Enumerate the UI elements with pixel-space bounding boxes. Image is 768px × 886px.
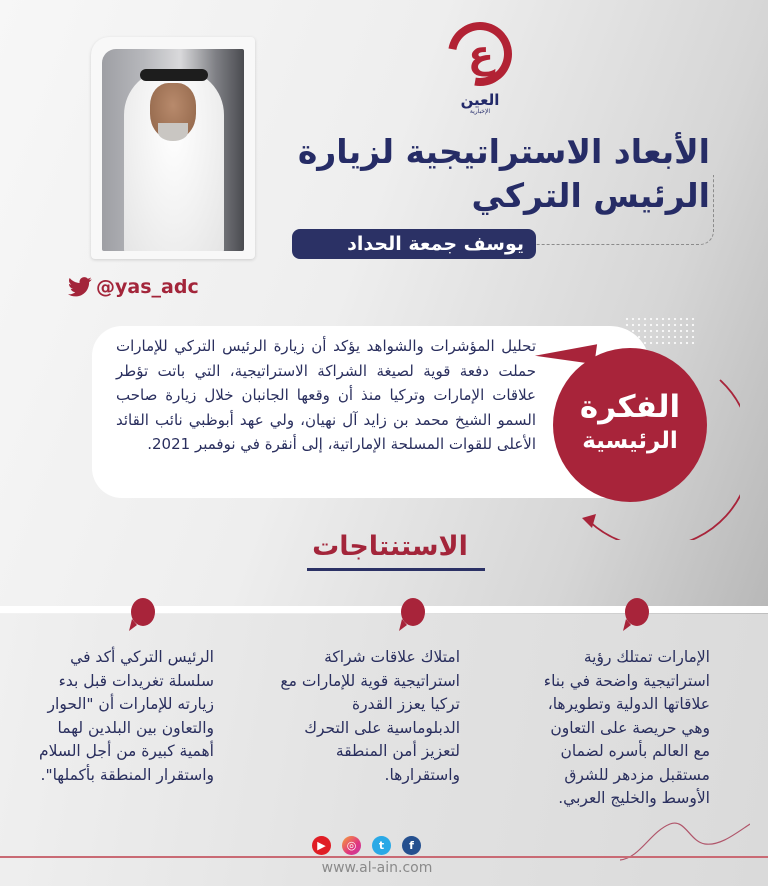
twitter-handle-link[interactable] bbox=[68, 276, 199, 298]
twitter-bird-icon bbox=[68, 277, 92, 297]
heading-underline bbox=[307, 568, 485, 571]
logo-subtitle: الإخبارية bbox=[469, 108, 491, 115]
author-name-badge: يوسف جمعة الحداد bbox=[292, 229, 536, 259]
decorative-squiggle bbox=[620, 812, 750, 862]
conclusion-item-3: الرئيس التركي أكد في سلسلة تغريدات قبل بدء زيارته للإمارات أن "الحوار والتعاون بين البلدين لهما أهمية كبيرة من أجل السلام واستقرار المنطقة بأكملها". bbox=[39, 648, 214, 784]
conclusions-heading: الاستنتاجات bbox=[312, 531, 468, 562]
footer-divider bbox=[0, 856, 768, 858]
page-title bbox=[290, 130, 710, 218]
main-idea-text: تحليل المؤشرات والشواهد يؤكد أن زيارة الرئيس التركي للإمارات حملت دفعة قوية لصيغة الشراكة الاستراتيجية، التي باتت تؤطر علاقات الإمارات وتركيا منذ أن وقعها الجانبان خلال زيارة صاحب السمو الشيخ محمد بن زايد آل نهيان، ولي عهد أبوظبي نائب القائد الأعلى للقوات المسلحة الإماراتية، إلى أنقرة في نوفمبر 2021. bbox=[116, 337, 536, 453]
logo-name: العين bbox=[460, 91, 500, 109]
section-divider bbox=[0, 606, 768, 613]
speech-bubble-icon bbox=[622, 597, 650, 631]
twitter-handle: @yas_adc bbox=[96, 276, 199, 298]
main-idea-label bbox=[553, 388, 707, 456]
title-line-1: الأبعاد الاستراتيجية لزيارة bbox=[297, 132, 710, 171]
title-line-2: الرئيس التركي bbox=[471, 176, 710, 215]
speech-bubble-icon bbox=[398, 597, 426, 631]
youtube-icon[interactable]: ▶ bbox=[312, 836, 331, 855]
website-link[interactable]: www.al-ain.com bbox=[321, 860, 433, 876]
main-idea-label-line-1: الفكرة bbox=[579, 389, 681, 425]
social-links bbox=[312, 836, 421, 855]
facebook-icon[interactable]: f bbox=[402, 836, 421, 855]
speech-bubble-icon bbox=[128, 597, 156, 631]
al-ain-logo[interactable] bbox=[444, 22, 516, 118]
author-photo bbox=[102, 49, 244, 251]
instagram-icon[interactable]: ◎ bbox=[342, 836, 361, 855]
logo-ain-glyph-icon: ع bbox=[468, 32, 494, 76]
conclusion-item-1: الإمارات تمتلك رؤية استراتيجية واضحة في بناء علاقاتها الدولية وتطويرها، وهي حريصة على التعاون مع العالم بأسره لضمان مستقبل مزدهر للشرق الأوسط والخليج العربي. bbox=[543, 648, 710, 807]
main-idea-label-line-2: الرئيسية bbox=[582, 428, 678, 454]
twitter-icon[interactable]: t bbox=[372, 836, 391, 855]
conclusion-item-2: امتلاك علاقات شراكة استراتيجية قوية للإمارات مع تركيا يعزز القدرة الدبلوماسية على التحرك لتعزيز أمن المنطقة واستقرارها. bbox=[280, 648, 460, 784]
